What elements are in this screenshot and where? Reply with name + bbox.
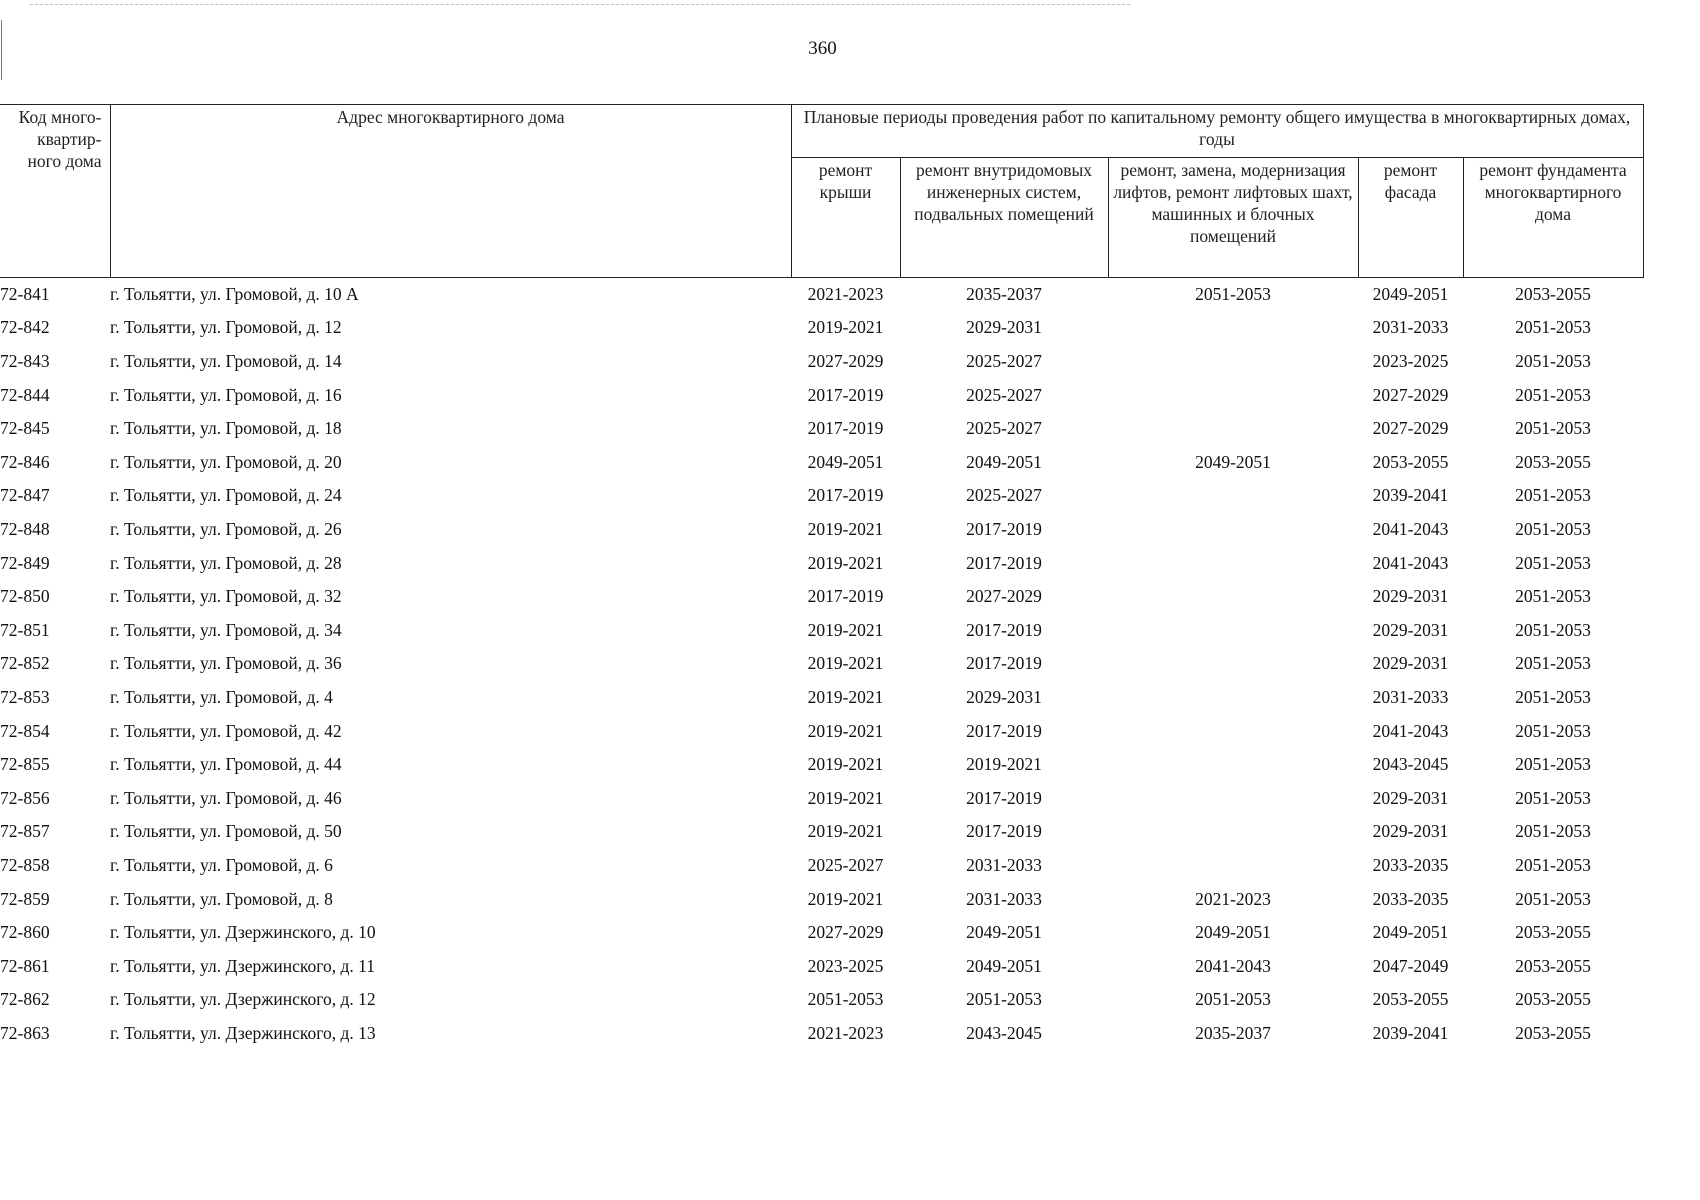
- cell-roof: 2019-2021: [807, 754, 884, 775]
- cell-systems: 2019-2021: [966, 754, 1042, 775]
- cell-foundation: 2053-2055: [1515, 1022, 1591, 1043]
- cell-facade: 2029-2031: [1372, 821, 1449, 842]
- cell-address: г. Тольятти, ул. Громовой, д. 6: [110, 854, 333, 875]
- cell-address: г. Тольятти, ул. Громовой, д. 18: [110, 418, 342, 439]
- header-periods-group: Плановые периоды проведения работ по капитальному ремонту общего имущества в многоквартирных домах, годы: [791, 105, 1643, 158]
- cell-facade: 2039-2041: [1372, 1022, 1449, 1043]
- table-wrapper: [0, 104, 1644, 1051]
- cell-address: г. Тольятти, ул. Громовой, д. 46: [110, 787, 342, 808]
- cell-address: г. Тольятти, ул. Громовой, д. 10 А: [110, 283, 359, 304]
- cell-roof: 2019-2021: [807, 653, 884, 674]
- cell-elevators: [1108, 513, 1358, 547]
- cell-code: 72-845: [0, 418, 50, 439]
- cell-code: 72-858: [0, 854, 50, 875]
- cell-address: г. Тольятти, ул. Громовой, д. 26: [110, 519, 342, 540]
- cell-roof: 2019-2021: [807, 552, 884, 573]
- header-address: Адрес многоквартирного дома: [110, 105, 791, 278]
- cell-roof: 2019-2021: [807, 686, 884, 707]
- cell-address: г. Тольятти, ул. Громовой, д. 24: [110, 485, 342, 506]
- cell-code: 72-856: [0, 787, 50, 808]
- cell-systems: 2017-2019: [966, 619, 1042, 640]
- cell-address: г. Тольятти, ул. Громовой, д. 36: [110, 653, 342, 674]
- cell-address: г. Тольятти, ул. Громовой, д. 4: [110, 686, 333, 707]
- cell-foundation: 2051-2053: [1515, 317, 1591, 338]
- table-body: [0, 278, 1643, 1051]
- cell-systems: 2017-2019: [966, 519, 1042, 540]
- cell-elevators: 2051-2053: [1195, 283, 1271, 304]
- cell-code: 72-843: [0, 351, 50, 372]
- cell-roof: 2019-2021: [807, 821, 884, 842]
- cell-foundation: 2051-2053: [1515, 418, 1591, 439]
- cell-elevators: 2041-2043: [1195, 955, 1271, 976]
- cell-systems: 2031-2033: [966, 854, 1042, 875]
- cell-roof: 2017-2019: [807, 418, 884, 439]
- cell-systems: 2017-2019: [966, 552, 1042, 573]
- cell-systems: 2035-2037: [966, 283, 1042, 304]
- table-header: [0, 105, 1643, 278]
- cell-elevators: [1108, 412, 1358, 446]
- cell-facade: 2029-2031: [1372, 586, 1449, 607]
- table-row: [0, 816, 1643, 850]
- table-row: [0, 1017, 1643, 1051]
- cell-systems: 2017-2019: [966, 720, 1042, 741]
- cell-roof: 2019-2021: [807, 720, 884, 741]
- cell-code: 72-862: [0, 989, 50, 1010]
- cell-roof: 2019-2021: [807, 519, 884, 540]
- table-row: [0, 849, 1643, 883]
- cell-foundation: 2051-2053: [1515, 485, 1591, 506]
- cell-code: 72-851: [0, 619, 50, 640]
- cell-roof: 2049-2051: [807, 451, 884, 472]
- cell-systems: 2017-2019: [966, 821, 1042, 842]
- table-row: [0, 412, 1643, 446]
- cell-address: г. Тольятти, ул. Дзержинского, д. 11: [110, 955, 375, 976]
- cell-roof: 2019-2021: [807, 787, 884, 808]
- cell-address: г. Тольятти, ул. Громовой, д. 12: [110, 317, 342, 338]
- cell-elevators: [1108, 580, 1358, 614]
- table-row: [0, 983, 1643, 1017]
- cell-code: 72-860: [0, 922, 50, 943]
- page-number: 360: [808, 38, 837, 59]
- cell-elevators: 2051-2053: [1195, 989, 1271, 1010]
- cell-facade: 2031-2033: [1372, 317, 1449, 338]
- cell-roof: 2017-2019: [807, 485, 884, 506]
- cell-systems: 2017-2019: [966, 653, 1042, 674]
- cell-systems: 2031-2033: [966, 888, 1042, 909]
- cell-code: 72-841: [0, 283, 50, 304]
- cell-address: г. Тольятти, ул. Громовой, д. 20: [110, 451, 342, 472]
- cell-elevators: [1108, 681, 1358, 715]
- cell-foundation: 2051-2053: [1515, 754, 1591, 775]
- cell-elevators: [1108, 715, 1358, 749]
- cell-systems: 2043-2045: [966, 1022, 1042, 1043]
- cell-address: г. Тольятти, ул. Дзержинского, д. 12: [110, 989, 376, 1010]
- cell-facade: 2039-2041: [1372, 485, 1449, 506]
- cell-elevators: 2049-2051: [1195, 922, 1271, 943]
- header-foundation: ремонт фундамента многоквартирного дома: [1463, 158, 1643, 278]
- cell-code: 72-861: [0, 955, 50, 976]
- cell-facade: 2041-2043: [1372, 519, 1449, 540]
- cell-elevators: 2049-2051: [1195, 451, 1271, 472]
- cell-address: г. Тольятти, ул. Громовой, д. 34: [110, 619, 342, 640]
- cell-code: 72-849: [0, 552, 50, 573]
- cell-foundation: 2053-2055: [1515, 283, 1591, 304]
- table-row: [0, 883, 1643, 917]
- table-row: [0, 312, 1643, 346]
- cell-roof: 2017-2019: [807, 384, 884, 405]
- cell-address: г. Тольятти, ул. Громовой, д. 8: [110, 888, 333, 909]
- table-row: [0, 916, 1643, 950]
- cell-code: 72-853: [0, 686, 50, 707]
- cell-roof: 2019-2021: [807, 888, 884, 909]
- cell-facade: 2041-2043: [1372, 720, 1449, 741]
- cell-roof: 2019-2021: [807, 317, 884, 338]
- cell-foundation: 2051-2053: [1515, 787, 1591, 808]
- table-row: [0, 345, 1643, 379]
- cell-address: г. Тольятти, ул. Громовой, д. 28: [110, 552, 342, 573]
- cell-roof: 2021-2023: [807, 283, 884, 304]
- cell-address: г. Тольятти, ул. Громовой, д. 16: [110, 384, 342, 405]
- table-row: [0, 580, 1643, 614]
- cell-facade: 2053-2055: [1372, 989, 1449, 1010]
- cell-foundation: 2051-2053: [1515, 720, 1591, 741]
- cell-foundation: 2051-2053: [1515, 888, 1591, 909]
- cell-systems: 2049-2051: [966, 451, 1042, 472]
- cell-systems: 2025-2027: [966, 418, 1042, 439]
- cell-facade: 2023-2025: [1372, 351, 1449, 372]
- cell-facade: 2029-2031: [1372, 653, 1449, 674]
- cell-code: 72-852: [0, 653, 50, 674]
- cell-address: г. Тольятти, ул. Громовой, д. 32: [110, 586, 342, 607]
- cell-facade: 2033-2035: [1372, 888, 1449, 909]
- table-row: [0, 681, 1643, 715]
- header-elevators: ремонт, замена, модернизация лифтов, ремонт лифтовых шахт, машинных и блочных помещений: [1108, 158, 1358, 278]
- cell-foundation: 2051-2053: [1515, 821, 1591, 842]
- cell-code: 72-855: [0, 754, 50, 775]
- cell-systems: 2051-2053: [966, 989, 1042, 1010]
- repair-schedule-table: [0, 104, 1644, 1051]
- header-code: Код много- квартир- ного дома: [0, 105, 110, 278]
- cell-systems: 2025-2027: [966, 351, 1042, 372]
- table-row: [0, 648, 1643, 682]
- cell-code: 72-842: [0, 317, 50, 338]
- cell-address: г. Тольятти, ул. Громовой, д. 42: [110, 720, 342, 741]
- cell-code: 72-854: [0, 720, 50, 741]
- cell-facade: 2047-2049: [1372, 955, 1449, 976]
- table-row: [0, 748, 1643, 782]
- cell-systems: 2017-2019: [966, 787, 1042, 808]
- cell-foundation: 2053-2055: [1515, 989, 1591, 1010]
- cell-facade: 2041-2043: [1372, 552, 1449, 573]
- cell-roof: 2027-2029: [807, 922, 884, 943]
- cell-elevators: [1108, 782, 1358, 816]
- cell-systems: 2049-2051: [966, 955, 1042, 976]
- cell-foundation: 2053-2055: [1515, 955, 1591, 976]
- cell-elevators: 2035-2037: [1195, 1022, 1271, 1043]
- cell-elevators: [1108, 748, 1358, 782]
- table-row: [0, 782, 1643, 816]
- cell-systems: 2049-2051: [966, 922, 1042, 943]
- cell-foundation: 2051-2053: [1515, 653, 1591, 674]
- cell-foundation: 2051-2053: [1515, 384, 1591, 405]
- cell-address: г. Тольятти, ул. Громовой, д. 44: [110, 754, 342, 775]
- cell-roof: 2023-2025: [807, 955, 884, 976]
- cell-code: 72-859: [0, 888, 50, 909]
- cell-foundation: 2053-2055: [1515, 451, 1591, 472]
- cell-facade: 2027-2029: [1372, 384, 1449, 405]
- cell-facade: 2049-2051: [1372, 922, 1449, 943]
- table-row: [0, 446, 1643, 480]
- cell-roof: 2019-2021: [807, 619, 884, 640]
- cell-elevators: [1108, 379, 1358, 413]
- cell-code: 72-846: [0, 451, 50, 472]
- table-row: [0, 513, 1643, 547]
- table-row: [0, 950, 1643, 984]
- cell-code: 72-850: [0, 586, 50, 607]
- table-row: [0, 614, 1643, 648]
- cell-elevators: [1108, 547, 1358, 581]
- cell-elevators: [1108, 614, 1358, 648]
- cell-facade: 2033-2035: [1372, 854, 1449, 875]
- cell-foundation: 2051-2053: [1515, 351, 1591, 372]
- cell-systems: 2029-2031: [966, 686, 1042, 707]
- cell-elevators: [1108, 480, 1358, 514]
- cell-foundation: 2051-2053: [1515, 552, 1591, 573]
- table-row: [0, 480, 1643, 514]
- table-row: [0, 715, 1643, 749]
- cell-roof: 2017-2019: [807, 586, 884, 607]
- cell-elevators: [1108, 312, 1358, 346]
- cell-address: г. Тольятти, ул. Громовой, д. 50: [110, 821, 342, 842]
- table-row: [0, 278, 1643, 312]
- cell-elevators: [1108, 816, 1358, 850]
- cell-facade: 2043-2045: [1372, 754, 1449, 775]
- cell-elevators: [1108, 648, 1358, 682]
- header-roof: ремонт крыши: [791, 158, 900, 278]
- cell-facade: 2029-2031: [1372, 619, 1449, 640]
- cell-code: 72-857: [0, 821, 50, 842]
- table-row: [0, 547, 1643, 581]
- cell-roof: 2027-2029: [807, 351, 884, 372]
- cell-systems: 2025-2027: [966, 485, 1042, 506]
- cell-elevators: [1108, 345, 1358, 379]
- cell-roof: 2051-2053: [807, 989, 884, 1010]
- cell-systems: 2025-2027: [966, 384, 1042, 405]
- cell-foundation: 2051-2053: [1515, 619, 1591, 640]
- cell-foundation: 2051-2053: [1515, 854, 1591, 875]
- header-systems: ремонт внутридомовых инженерных систем, подвальных помещений: [900, 158, 1108, 278]
- cell-address: г. Тольятти, ул. Громовой, д. 14: [110, 351, 342, 372]
- cell-address: г. Тольятти, ул. Дзержинского, д. 13: [110, 1022, 376, 1043]
- table-row: [0, 379, 1643, 413]
- cell-roof: 2025-2027: [807, 854, 884, 875]
- cell-foundation: 2051-2053: [1515, 686, 1591, 707]
- cell-facade: 2049-2051: [1372, 283, 1449, 304]
- cell-elevators: 2021-2023: [1195, 888, 1271, 909]
- cell-foundation: 2051-2053: [1515, 586, 1591, 607]
- cell-facade: 2029-2031: [1372, 787, 1449, 808]
- cell-code: 72-844: [0, 384, 50, 405]
- cell-facade: 2027-2029: [1372, 418, 1449, 439]
- cell-code: 72-863: [0, 1022, 50, 1043]
- cell-foundation: 2053-2055: [1515, 922, 1591, 943]
- cell-elevators: [1108, 849, 1358, 883]
- cell-systems: 2027-2029: [966, 586, 1042, 607]
- scan-edge-top: [30, 4, 1130, 5]
- cell-facade: 2053-2055: [1372, 451, 1449, 472]
- cell-systems: 2029-2031: [966, 317, 1042, 338]
- cell-code: 72-847: [0, 485, 50, 506]
- cell-roof: 2021-2023: [807, 1022, 884, 1043]
- cell-foundation: 2051-2053: [1515, 519, 1591, 540]
- header-facade: ремонт фасада: [1358, 158, 1463, 278]
- cell-code: 72-848: [0, 519, 50, 540]
- cell-address: г. Тольятти, ул. Дзержинского, д. 10: [110, 922, 376, 943]
- cell-facade: 2031-2033: [1372, 686, 1449, 707]
